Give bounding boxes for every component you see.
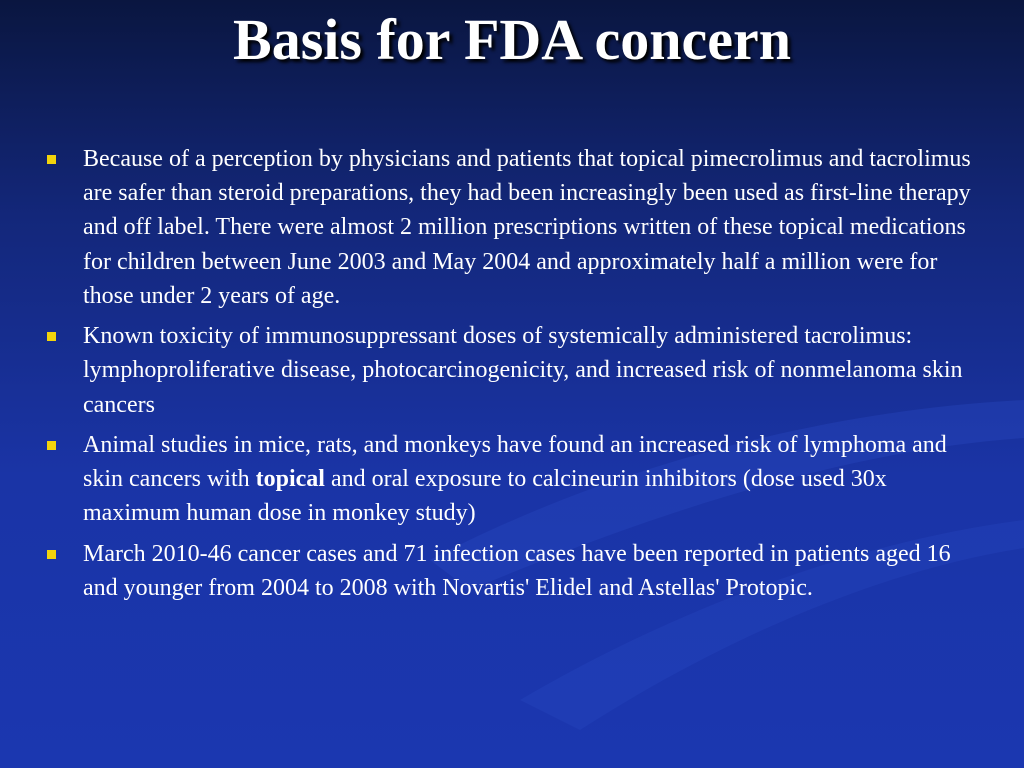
square-bullet-icon bbox=[47, 550, 56, 559]
bullet-text-emphasis: topical bbox=[255, 466, 325, 493]
bullet-text: Known toxicity of immunosuppressant doses of systemically administered tacrolimus: lymphoproliferative disease, photocarcinogenicity, and increased risk of nonmelanoma skin cancers bbox=[83, 323, 963, 418]
bullet-text-before: Animal studies in mice, rats, and monkeys have found an increased risk of lymphoma and skin cancers with bbox=[83, 432, 947, 493]
bullet-text: Because of a perception by physicians and patients that topical pimecrolimus and tacrolimus are safer than steroid preparations, they had been increasingly been used as first-line therapy and off label. There were almost 2 million prescriptions written of these topical medications for children between June 2003 and May 2004 and approximately half a million were for those under 2 years of age. bbox=[83, 146, 971, 309]
bullet-text: March 2010-46 cancer cases and 71 infection cases have been reported in patients aged 16 and younger from 2004 to 2008 with Novartis' Elidel and Astellas' Protopic. bbox=[83, 540, 951, 601]
bullet-item bbox=[44, 428, 974, 531]
square-bullet-icon bbox=[47, 441, 56, 450]
bullet-list bbox=[44, 142, 974, 611]
bullet-item bbox=[44, 142, 974, 313]
bullet-item bbox=[44, 537, 974, 605]
square-bullet-icon bbox=[47, 155, 56, 164]
bullet-item bbox=[44, 319, 974, 422]
slide-title: Basis for FDA concern bbox=[233, 7, 791, 72]
square-bullet-icon bbox=[47, 332, 56, 341]
bullet-text-after: and oral exposure to calcineurin inhibitors (dose used 30x maximum human dose in monkey study) bbox=[83, 466, 887, 527]
